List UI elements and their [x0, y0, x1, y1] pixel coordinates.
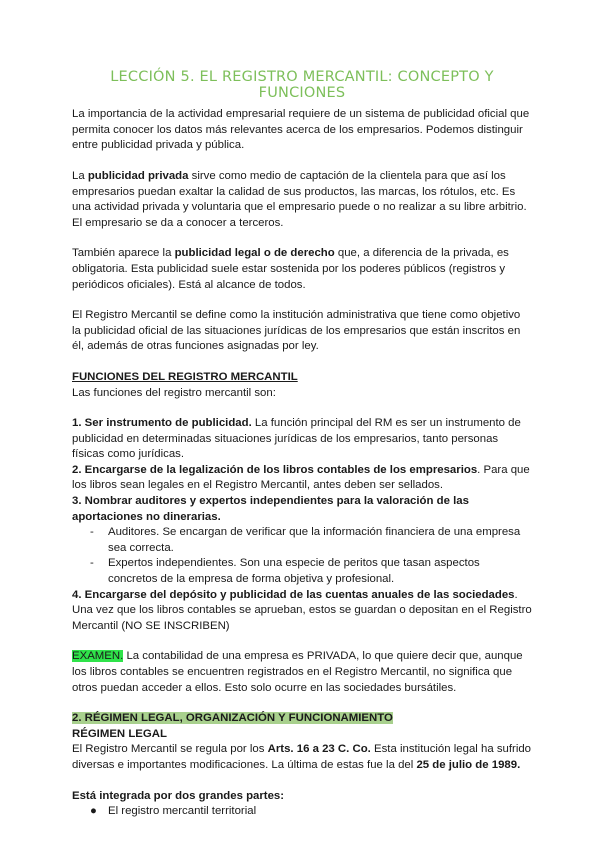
funciones-lead: Las funciones del registro mercantil son: [72, 386, 276, 399]
intro-paragraph: La importancia de la actividad empresarial requiere de un sistema de publicidad oficial que permita conocer los datos más relevantes acerca de los empresarios. Podemos distinguir entre publicidad privada y pública. [72, 108, 530, 152]
section-2-heading: 2. RÉGIMEN LEGAL, ORGANIZACIÓN Y FUNCIONAMIENTO [72, 712, 393, 725]
examen-note: EXAMEN. La contabilidad de una empresa es PRIVADA, lo que quiere decir que, aunque los libros contables se encuentren registrados en el Registro Mercantil, no significa que otros puedan acceder a ellos. Esto solo ocurre en las sociedades bursátiles. [72, 650, 523, 694]
funcion-3-item: - Auditores. Se encargan de verificar que la información financiera de una empresa sea correcta. [90, 526, 521, 554]
document-page [72, 70, 532, 820]
funcion-3-item: - Expertos independientes. Son una especie de peritos que tasan aspectos concretos de la empresa de forma objetiva y profesional. [90, 557, 480, 586]
regimen-legal-subheading: RÉGIMEN LEGAL [72, 727, 167, 740]
funciones-heading: FUNCIONES DEL REGISTRO MERCANTIL [72, 370, 298, 383]
page-title: LECCIÓN 5. EL REGISTRO MERCANTIL: CONCEPTO Y FUNCIONES [110, 69, 494, 101]
integrada-line: Está integrada por dos grandes partes: [72, 789, 285, 802]
regimen-legal-paragraph: El Registro Mercantil se regula por los Arts. 16 a 23 C. Co. Esta institución legal ha sufrido diversas e importantes modificaciones. La última de estas fue la del 25 de julio de 1989. [72, 743, 532, 771]
registro-definition: El Registro Mercantil se define como la institución administrativa que tiene como objetivo la publicidad oficial de las situaciones jurídicas de los empresarios que están inscritos en él, además de otras funciones asignadas por ley. [72, 309, 521, 353]
privada-paragraph: La publicidad privada sirve como medio de captación de la clientela para que así los empresarios puedan exaltar la calidad de sus productos, las marcas, los rótulos, etc. Es una actividad privada y voluntaria que el empresario puede o no realizar a su libre arbitrio. El empresario se da a conocer a terceros. [72, 169, 527, 229]
funcion-2: 2. Encargarse de la legalización de los libros contables de los empresarios. Para que los libros sean legales en el Registro Mercantil, antes deben ser sellados. [72, 463, 530, 492]
funcion-4: 4. Encargarse del depósito y publicidad de las cuentas anuales de las sociedades. Una vez que los libros contables se aprueban, estos se guardan o depositan en el Registro Mercantil (NO SE INSCRIBEN) [72, 588, 532, 632]
legal-paragraph: También aparece la publicidad legal o de derecho que, a diferencia de la privada, es obligatoria. Esta publicidad suele estar sostenida por los poderes públicos (registros y periódicos oficiales). Está al alcance de todos. [72, 247, 509, 291]
funcion-3: 3. Nombrar auditores y expertos independientes para la valoración de las aportaciones no dinerarias. [72, 495, 469, 523]
examen-highlight: EXAMEN. [72, 650, 124, 663]
funcion-1: 1. Ser instrumento de publicidad. La función principal del RM es ser un instrumento de publicidad en determinadas situaciones jurídicas de los empresarios, tanto personas físicas como jurídicas. [72, 417, 521, 461]
list-item: ● El registro mercantil territorial [90, 805, 257, 818]
